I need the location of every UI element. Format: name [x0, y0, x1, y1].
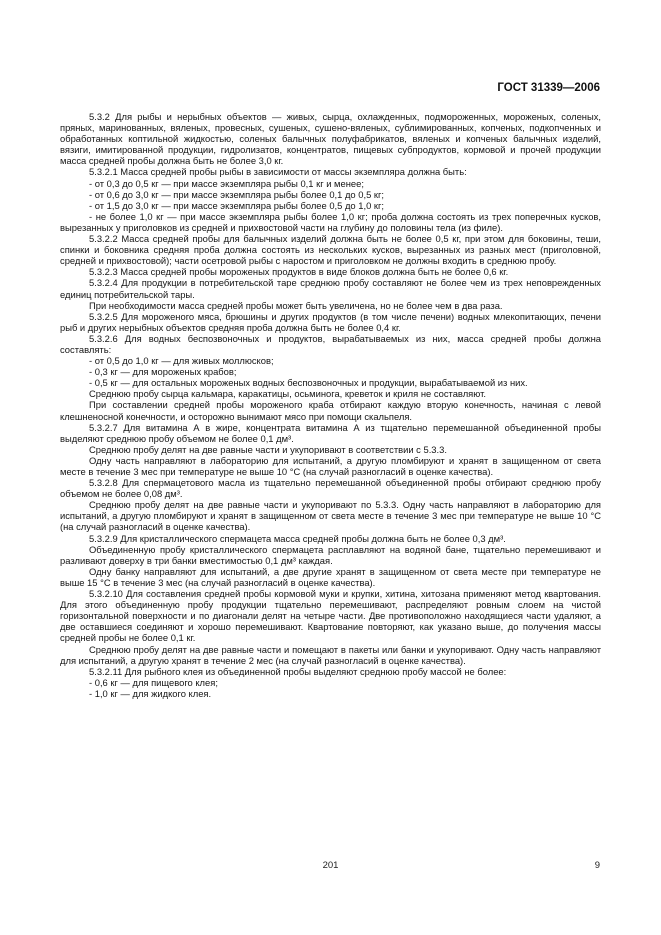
list-item: - от 0,5 до 1,0 кг — для живых моллюсков;: [89, 355, 274, 367]
document-id-header: ГОСТ 31339—2006: [497, 82, 600, 94]
paragraph: Среднюю пробу сырца кальмара, каракатицы, осьминога, креветок и криля не составляют.: [89, 388, 486, 400]
paragraph: 5.3.2.9 Для кристаллического спермацета масса средней пробы должна быть не более 0,3 дм³.: [89, 532, 506, 544]
list-item: - 1,0 кг — для жидкого клея.: [89, 687, 212, 699]
paragraph: Среднюю пробу делят на две равные части и укупоривают в соответствии с 5.3.3.: [89, 443, 447, 455]
paragraph: 5.3.2.2 Масса средней пробы для балычных изделий должна быть не более 0,5 кг, при этом для боковины, теши, спинки и боковника средняя проба должна состоять из нескольких кусков, вырезанных из разных мест (приголовной, средней и прихвостовой); части осетровой рыбы с наростом и приголовком не должны входить в среднюю пробу.: [60, 233, 601, 267]
paragraph: Объединенную пробу кристаллического спермацета расплавляют на водяной бане, тщательно перемешивают и разливают доверху в три банки вместимостью 0,1 дм³ каждая.: [60, 543, 601, 566]
paragraph: 5.3.2.3 Масса средней пробы мороженых продуктов в виде блоков должна быть не более 0,6 кг.: [89, 266, 509, 278]
paragraph: 5.3.2 Для рыбы и нерыбных объектов — живых, сырца, охлажденных, подмороженных, мороженых, соленых, пряных, маринованных, вяленых, провесных, сушеных, сушено-вяленых, сублимированных, копченых, подкопченных и обработанных коптильной жидкостью, соленых балычных полуфабрикатов, вяленых и копченых балычных изделий, вязиги, имитированной продукции, гидролизатов, концентратов, пищевых субпродуктов, кормовой и прочей продукции масса средней пробы должна быть не более 3,0 кг.: [60, 111, 601, 167]
list-item: - от 0,6 до 3,0 кг — при массе экземпляра рыбы более 0,1 до 0,5 кг;: [89, 188, 385, 200]
paragraph: 5.3.2.6 Для водных беспозвоночных и продуктов, вырабатываемых из них, масса средней пробы должна составлять:: [60, 332, 601, 355]
list-item: - 0,3 кг — для мороженых крабов;: [89, 366, 237, 378]
page-number-center: 201: [322, 860, 339, 871]
paragraph: При составлении средней пробы мороженого краба отбирают каждую вторую конечность, начиная с левой клешненосной конечности, и осторожно вынимают мясо при помощи скальпеля.: [60, 399, 601, 422]
paragraph: Среднюю пробу делят на две равные части и помещают в пакеты или банки и укупоривают. Одну часть направляют для испытаний, а другую хранят в течение 2 мес (на случай разногласий в оценке качества).: [60, 643, 601, 666]
list-item: - 0,5 кг — для остальных мороженых водных беспозвоночных и продукции, вырабатываемой из них.: [89, 377, 528, 389]
paragraph: 5.3.2.1 Масса средней пробы рыбы в зависимости от массы экземпляра должна быть:: [89, 166, 467, 178]
paragraph: 5.3.2.7 Для витамина А в жире, концентрата витамина А из тщательно перемешанной объединенной пробы выделяют среднюю пробу объемом не более 0,1 дм³.: [60, 421, 601, 444]
list-item: - от 1,5 до 3,0 кг — при массе экземпляра рыбы более 0,5 до 1,0 кг;: [89, 199, 385, 211]
paragraph: 5.3.2.10 Для составления средней пробы кормовой муки и крупки, хитина, хитозана применяют метод квартования. Для этого объединенную пробу продукции тщательно перемешивают, распределяют ровным слоем на чистой горизонтальной поверхности и по диагонали делят на четыре части. Две противоположно находящиеся части удаляют, а две оставшиеся соединяют и хорошо перемешивают. Квартование повторяют, как указано выше, до получения массы средней пробы не более 0,1 кг.: [60, 588, 601, 644]
page-number-right: 9: [594, 860, 600, 871]
paragraph: Одну банку направляют для испытаний, а две другие хранят в защищенном от света месте при температуре не выше 15 °С в течение 3 мес (на случай разногласий в оценке качества).: [60, 565, 601, 588]
document-body: [60, 111, 601, 699]
paragraph: 5.3.2.11 Для рыбного клея из объединенной пробы выделяют среднюю пробу массой не более:: [89, 665, 507, 677]
paragraph: Среднюю пробу делят на две равные части и укупоривают по 5.3.3. Одну часть направляют в лабораторию для испытаний, а другую пломбируют и хранят в защищенном от света месте в течение 3 мес при температуре не выше 10 °С (на случай разногласий в оценке качества).: [60, 499, 601, 533]
list-item: - 0,6 кг — для пищевого клея;: [89, 676, 218, 688]
paragraph: 5.3.2.5 Для мороженого мяса, брюшины и других продуктов (в том числе печени) водных млекопитающих, печени рыб и других нерыбных объектов средняя проба должна быть не более 0,4 кг.: [60, 310, 601, 333]
paragraph: 5.3.2.8 Для спермацетового масла из тщательно перемешанной объединенной пробы отбирают среднюю пробу объемом не более 0,08 дм³.: [60, 477, 601, 500]
paragraph: При необходимости масса средней пробы может быть увеличена, но не более чем в два раза.: [89, 299, 503, 311]
paragraph: Одну часть направляют в лабораторию для испытаний, а другую пломбируют и хранят в защищенном от света месте в течение 3 мес при температуре не выше 10 °С (на случай разногласий в оценке качества).: [60, 454, 601, 477]
paragraph: 5.3.2.4 Для продукции в потребительской таре среднюю пробу составляют не более чем из трех неповрежденных единиц потребительской тары.: [60, 277, 601, 300]
list-item: - от 0,3 до 0,5 кг — при массе экземпляра рыбы 0,1 кг и менее;: [89, 177, 364, 189]
list-item: - не более 1,0 кг — при массе экземпляра рыбы более 1,0 кг; проба должна состоять из трех поперечных кусков, вырезанных у приголовков из средней и прихвостовой части на глубину до половины тела (из филе).: [60, 210, 601, 233]
